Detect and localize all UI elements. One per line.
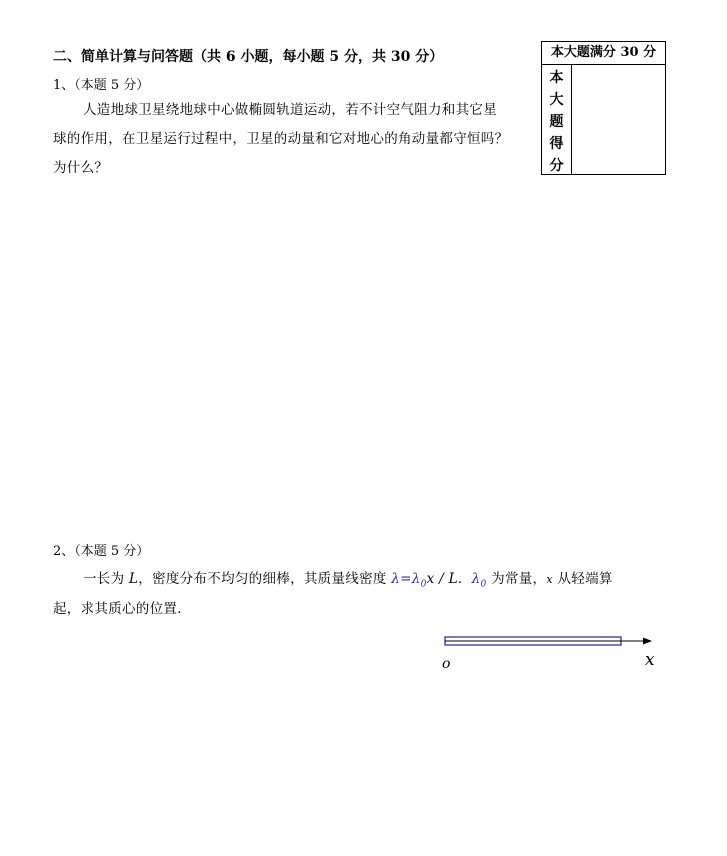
length-symbol: L [448,571,458,587]
score-box-label-char: 题 [549,114,564,130]
score-box-title: 本大题满分 30 分 [542,42,665,65]
score-box-label-column [542,65,572,174]
q1-label: 1、（本题 5 分） [53,78,150,93]
equals-sign: = [400,571,412,587]
length-symbol: L [129,571,139,587]
q2-text: 为常量， [486,571,547,587]
q2-text: ． [457,571,472,587]
origin-label: o [442,656,451,672]
lambda0-subscript: 0 [420,579,427,590]
q2-text: ，密度分布不均匀的细棒，其质量线密度 [138,571,392,587]
q2-label: 2、（本题 5 分） [53,544,150,559]
score-box-label-char: 本 [549,70,564,86]
q1-text-line-3: 为什么？ [53,160,109,176]
q1-text-line-1: 人造地球卫星绕地球中心做椭圆轨道运动，若不计空气阻力和其它星 [83,102,497,118]
score-box-label-char: 大 [549,92,564,108]
lambda0-symbol: λ [411,571,421,587]
score-box-label-char: 分 [549,158,564,174]
q2-text: 从轻端算 [552,571,613,587]
lambda0-symbol: λ [471,571,481,587]
q1-text-line-2: 球的作用，在卫星运行过程中，卫星的动量和它对地心的角动量都守恒吗？ [53,131,509,147]
q2-text: 一长为 [83,571,129,587]
x-symbol: x [426,571,435,587]
lambda-symbol: λ [391,571,401,587]
q2-text-line-2: 起，求其质心的位置． [53,601,191,617]
score-box-label-char: 得 [549,136,564,152]
slash: / [434,571,449,587]
score-entry-cell[interactable] [572,65,665,174]
score-box [541,41,666,175]
lambda0-subscript: 0 [480,579,487,590]
rod-figure [440,627,670,677]
arrow-icon [643,638,652,645]
axis-label: x [645,650,655,670]
x-symbol: x [546,573,553,586]
section-heading: 二、简单计算与问答题（共 6 小题，每小题 5 分，共 30 分） [53,49,444,65]
